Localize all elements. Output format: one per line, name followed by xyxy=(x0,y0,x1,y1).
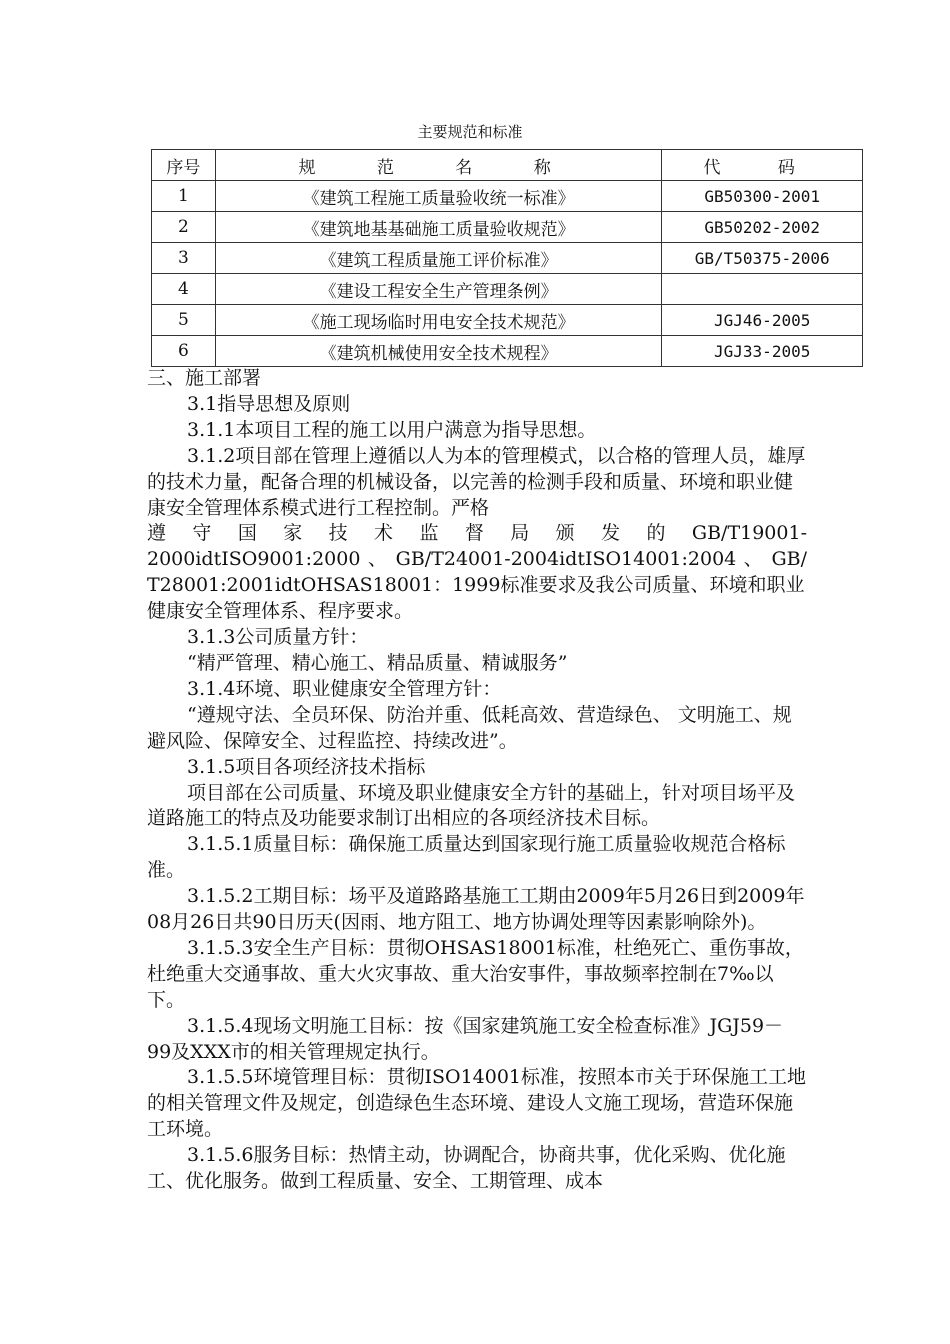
paragraph-3-1-2-line: 遵 守 国 家 技 术 监 督 局 颁 发 的 GB/T19001- xyxy=(147,522,807,545)
row-no: 3 xyxy=(152,243,216,274)
paragraph-3-1-5-2: 3.1.5.2工期目标：场平及道路路基施工工期由2009年5月26日到2009年08月26日共90日历天(因雨、地方阻工、地方协调处理等因素影响除外)。 xyxy=(147,885,805,934)
table-row xyxy=(152,243,863,274)
row-no: 6 xyxy=(152,336,216,367)
table-row xyxy=(152,305,863,336)
row-no: 2 xyxy=(152,212,216,243)
table-header-row xyxy=(152,150,863,181)
header-no: 序号 xyxy=(152,150,216,181)
row-name: 《建筑地基基础施工质量验收规范》 xyxy=(215,212,662,243)
table-caption: 主要规范和标准 xyxy=(417,123,523,141)
header-code: 代 码 xyxy=(662,150,863,181)
standards-table xyxy=(151,149,863,367)
paragraph-3-1-2-line: 2000idtISO9001:2000 、 GB/T24001-2004idtISO14001:2004 、 GB/ xyxy=(147,548,807,571)
row-name: 《施工现场临时用电安全技术规范》 xyxy=(215,305,662,336)
paragraph-3-1-1: 3.1.1本项目工程的施工以用户满意为指导思想。 xyxy=(187,418,597,441)
table-row xyxy=(152,212,863,243)
row-name: 《建设工程安全生产管理条例》 xyxy=(215,274,662,305)
paragraph-3-1-5-body: 项目部在公司质量、环境及职业健康安全方针的基础上，针对项目场平及道路施工的特点及功能要求制订出相应的各项经济技术目标。 xyxy=(147,781,796,830)
row-name: 《建筑工程施工质量验收统一标准》 xyxy=(215,181,662,212)
row-code: JGJ46-2005 xyxy=(662,305,863,336)
row-code: GB50300-2001 xyxy=(662,181,863,212)
table-row xyxy=(152,181,863,212)
paragraph-3-1-5-4: 3.1.5.4现场文明施工目标：按《国家建筑施工安全检查标准》JGJ59－99及XXX市的相关管理规定执行。 xyxy=(147,1014,784,1063)
safety-policy-quote: “遵规守法、全员环保、防治并重、低耗高效、营造绿色、 文明施工、规避风险、保障安全、过程监控、持续改进”。 xyxy=(147,703,792,752)
row-no: 1 xyxy=(152,181,216,212)
paragraph-3-1-5-5: 3.1.5.5环境管理目标：贯彻ISO14001标准，按照本市关于环保施工工地的相关管理文件及规定，创造绿色生态环境、建设人文施工现场，营造环保施工环境。 xyxy=(147,1066,807,1141)
header-name: 规 范 名 称 xyxy=(215,150,662,181)
row-code: GB/T50375-2006 xyxy=(662,243,863,274)
paragraph-3-1-5-6: 3.1.5.6服务目标：热情主动，协调配合，协商共事，优化采购、优化施工、优化服务。做到工程质量、安全、工期管理、成本 xyxy=(147,1144,786,1193)
section-heading: 三、施工部署 xyxy=(147,367,262,389)
row-code: JGJ33-2005 xyxy=(662,336,863,367)
paragraph-3-1-2: 3.1.2项目部在管理上遵循以人为本的管理模式，以合格的管理人员，雄厚的技术力量，配备合理的机械设备，以完善的检测手段和质量、环境和职业健康安全管理体系模式进行工程控制。严格 xyxy=(147,444,806,519)
row-no: 5 xyxy=(152,305,216,336)
paragraph-3-1-5-3: 3.1.5.3安全生产目标：贯彻OHSAS18001标准，杜绝死亡、重伤事故，杜绝重大交通事故、重大火灾事故、重大治安事件，事故频率控制在7‰以下。 xyxy=(147,936,804,1011)
paragraph-3-1-4: 3.1.4环境、职业健康安全管理方针： xyxy=(187,677,502,700)
row-name: 《建筑机械使用安全技术规程》 xyxy=(215,336,662,367)
paragraph-3-1-5-1: 3.1.5.1质量目标：确保施工质量达到国家现行施工质量验收规范合格标准。 xyxy=(147,833,786,882)
subsection-3-1: 3.1指导思想及原则 xyxy=(187,392,351,415)
body-text xyxy=(147,366,807,1195)
paragraph-3-1-3: 3.1.3公司质量方针： xyxy=(187,626,369,649)
row-code: GB50202-2002 xyxy=(662,212,863,243)
table-row xyxy=(152,336,863,367)
paragraph-3-1-2-end: T28001:2001idtOHSAS18001：1999标准要求及我公司质量、环境和职业健康安全管理体系、程序要求。 xyxy=(147,574,805,623)
row-no: 4 xyxy=(152,274,216,305)
paragraph-3-1-5: 3.1.5项目各项经济技术指标 xyxy=(187,755,426,778)
row-code xyxy=(662,274,863,305)
row-name: 《建筑工程质量施工评价标准》 xyxy=(215,243,662,274)
table-row xyxy=(152,274,863,305)
quality-policy-quote: “精严管理、精心施工、精品质量、精诚服务” xyxy=(187,651,568,674)
